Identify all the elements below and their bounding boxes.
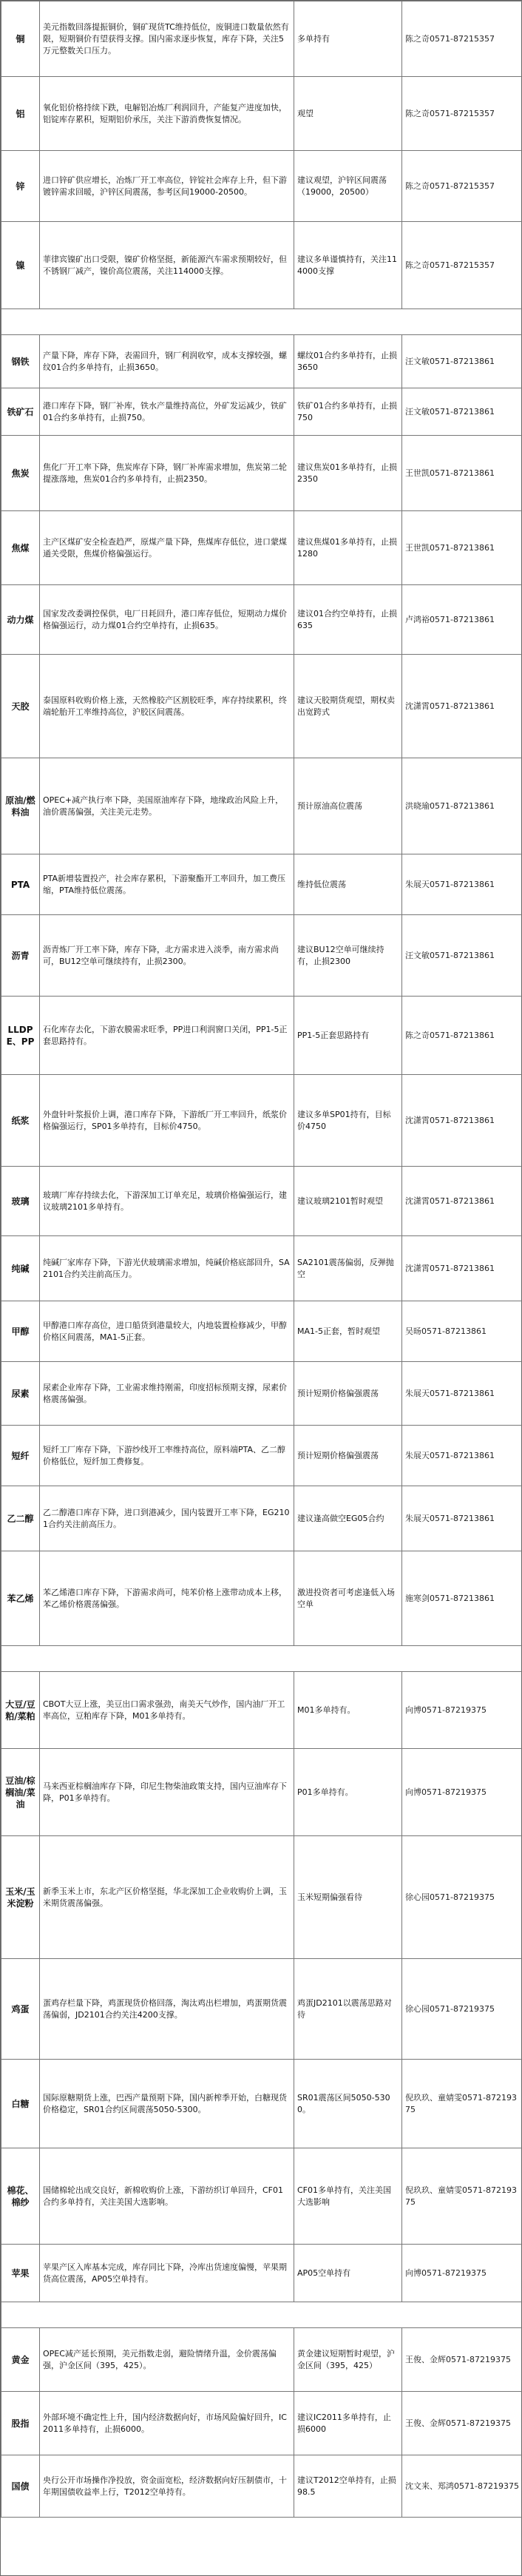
trade-strategy: 预计原油高位震荡 (294, 758, 402, 854)
trade-strategy: 建议01合约空单持有，止损635 (294, 585, 402, 655)
analyst-contact: 朱展天0571-87213861 (402, 1426, 522, 1486)
market-analysis: 进口锌矿供应增长，冶炼厂开工率高位，锌锭社会库存上升，但下游镀锌需求回暖，沪锌区间震荡，参考区间19000-20500。 (40, 151, 294, 222)
analyst-contact: 陈之奇0571-87213861 (402, 997, 522, 1075)
commodity-name: 铁矿石 (1, 388, 40, 436)
market-analysis: 主产区煤矿安全检查趋严，原煤产量下降，焦煤库存低位，进口蒙煤通关受限，焦煤价格偏强运行。 (40, 511, 294, 585)
commodity-name: 焦炭 (1, 436, 40, 511)
analyst-contact: 王俊、金辉0571-87219375 (402, 2392, 522, 2455)
commodity-name: 白糖 (1, 2060, 40, 2148)
analyst-contact: 倪玖玖、童婧雯0571-87219375 (402, 2148, 522, 2245)
trade-strategy: 建议多单SP01持有，目标价4750 (294, 1075, 402, 1167)
strategy-table (1, 1, 522, 2518)
market-analysis: 乙二醇港口库存下降，进口到港减少，国内装置开工率下降，EG2101合约关注前高压力。 (40, 1486, 294, 1551)
trade-strategy: 铁矿01合约多单持有，止损750 (294, 388, 402, 436)
analyst-contact: 汪文敏0571-87213861 (402, 915, 522, 997)
trade-strategy: 黄金建议短期暂时观望，沪金区间（395，425） (294, 2328, 402, 2392)
commodity-name: 天胶 (1, 655, 40, 758)
section-gap (1, 309, 522, 335)
analyst-contact: 向博0571-87219375 (402, 1672, 522, 1749)
market-analysis: 沥青炼厂开工率下降，库存下降，北方需求进入淡季，南方需求尚可，BU12空单可继续持有，止损2300。 (40, 915, 294, 997)
market-analysis: 马来西亚棕榈油库存下降，印尼生物柴油政策支持，国内豆油库存下降，P01多单持有。 (40, 1749, 294, 1836)
commodity-name: LLDPE、PP (1, 997, 40, 1075)
commodity-name: 动力煤 (1, 585, 40, 655)
market-analysis: 泰国原料收购价格上涨，天然橡胶产区割胶旺季，库存持续累积，终端轮胎开工率维持高位，沪胶区间震荡。 (40, 655, 294, 758)
market-analysis: 苹果产区入库基本完成，库存同比下降，冷库出货速度偏慢，苹果期货高位震荡，AP05空单持有。 (40, 2245, 294, 2302)
commodity-name: PTA (1, 854, 40, 915)
market-analysis: CBOT大豆上涨，美豆出口需求强劲，南美天气炒作，国内油厂开工率高位，豆粕库存下降，M01多单持有。 (40, 1672, 294, 1749)
table-row (1, 915, 522, 997)
trade-strategy: 建议焦煤01多单持有，止损1280 (294, 511, 402, 585)
trade-strategy: 螺纹01合约多单持有，止损3650 (294, 335, 402, 388)
trade-strategy: 建议观望，沪锌区间震荡（19000，20500） (294, 151, 402, 222)
table-row (1, 151, 522, 222)
market-analysis: 纯碱厂家库存下降，下游光伏玻璃需求增加，纯碱价格底部回升，SA2101合约关注前高压力。 (40, 1236, 294, 1301)
market-analysis: 焦化厂开工率下降，焦炭库存下降，钢厂补库需求增加，焦炭第二轮提涨落地，焦炭01合约多单持有，止损2350。 (40, 436, 294, 511)
analyst-contact: 卢鸿裕0571-87213861 (402, 585, 522, 655)
analyst-contact: 沈潇霄0571-87213861 (402, 1167, 522, 1236)
analyst-contact: 朱展天0571-87213861 (402, 854, 522, 915)
market-analysis: 菲律宾镍矿出口受限，镍矿价格坚挺，新能源汽车需求预期较好，但不锈钢厂减产，镍价高位震荡，关注114000支撑。 (40, 222, 294, 309)
analyst-contact: 徐心园0571-87219375 (402, 1959, 522, 2060)
trade-strategy: 玉米短期偏强看待 (294, 1836, 402, 1959)
analyst-contact: 陈之奇0571-87215357 (402, 77, 522, 151)
table-row (1, 1, 522, 77)
trade-strategy: 建议BU12空单可继续持有，止损2300 (294, 915, 402, 997)
market-analysis: PTA新增装置投产，社会库存累积，下游聚酯开工率回升，加工费压缩，PTA维持低位震荡。 (40, 854, 294, 915)
market-analysis: 蛋鸡存栏量下降，鸡蛋现货价格回落，淘汰鸡出栏增加，鸡蛋期货震荡偏弱，JD2101合约关注4200支撑。 (40, 1959, 294, 2060)
trade-strategy: 建议IC2011多单持有，止损6000 (294, 2392, 402, 2455)
trade-strategy: PP1-5正套思路持有 (294, 997, 402, 1075)
analyst-contact: 徐心园0571-87219375 (402, 1836, 522, 1959)
table-row (1, 1551, 522, 1646)
table-row (1, 222, 522, 309)
analyst-contact: 吴旸0571-87213861 (402, 1301, 522, 1362)
market-analysis: 产量下降，库存下降，表需回升，钢厂利润收窄，成本支撑较强，螺纹01合约多单持有，止损3650。 (40, 335, 294, 388)
table-row (1, 1836, 522, 1959)
commodity-name: 玻璃 (1, 1167, 40, 1236)
table-row (1, 1672, 522, 1749)
analyst-contact: 施寒剑0571-87213861 (402, 1551, 522, 1646)
table-row (1, 2328, 522, 2392)
commodity-name: 鸡蛋 (1, 1959, 40, 2060)
table-row (1, 1426, 522, 1486)
table-row (1, 511, 522, 585)
trade-strategy: 建议天胶期货观望，期权卖出宽跨式 (294, 655, 402, 758)
analyst-contact: 汪文敏0571-87213861 (402, 335, 522, 388)
commodity-name: 玉米/玉米淀粉 (1, 1836, 40, 1959)
market-analysis: 短纤工厂库存下降，下游纱线开工率维持高位，原料端PTA、乙二醇价格低位，短纤加工费修复。 (40, 1426, 294, 1486)
commodity-name: 镍 (1, 222, 40, 309)
market-analysis: 国家发改委调控保供，电厂日耗回升，港口库存低位，短期动力煤价格偏强运行，动力煤01合约空单持有，止损635。 (40, 585, 294, 655)
trade-strategy: 维持低位震荡 (294, 854, 402, 915)
commodity-name: 国债 (1, 2455, 40, 2518)
market-analysis: 玻璃厂库存持续去化，下游深加工订单充足，玻璃价格偏强运行，建议玻璃2101多单持有。 (40, 1167, 294, 1236)
market-analysis: 外部环境不确定性上升，国内经济数据向好，市场风险偏好回升，IC2011多单持有，止损6000。 (40, 2392, 294, 2455)
market-analysis: 石化库存去化，下游农膜需求旺季，PP进口利润窗口关闭，PP1-5正套思路持有。 (40, 997, 294, 1075)
analyst-contact: 沈潇霄0571-87213861 (402, 1075, 522, 1167)
table-row (1, 655, 522, 758)
trade-strategy: 建议逢高做空EG05合约 (294, 1486, 402, 1551)
commodity-name: 大豆/豆粕/菜粕 (1, 1672, 40, 1749)
analyst-contact: 向博0571-87219375 (402, 1749, 522, 1836)
analyst-contact: 倪玖玖、童婧雯0571-87219375 (402, 2060, 522, 2148)
table-row (1, 2455, 522, 2518)
trade-strategy: 鸡蛋JD2101以震荡思路对待 (294, 1959, 402, 2060)
trade-strategy: SR01震荡区间5050-5300。 (294, 2060, 402, 2148)
analyst-contact: 沈文来、郑鸿0571-87219375 (402, 2455, 522, 2518)
trade-strategy: 预计短期价格偏强震荡 (294, 1362, 402, 1426)
commodity-name: 原油/燃料油 (1, 758, 40, 854)
trade-strategy: SA2101震荡偏弱，反弹抛空 (294, 1236, 402, 1301)
market-analysis: 美元指数回落提振铜价，铜矿现货TC维持低位，废铜进口数量依然有限，短期铜价有望获得支撑。国内需求逐步恢复，库存下降，关注5万元整数关口压力。 (40, 1, 294, 77)
trade-strategy: M01多单持有。 (294, 1672, 402, 1749)
analyst-contact: 沈潇霄0571-87213861 (402, 655, 522, 758)
table-row (1, 335, 522, 388)
market-analysis: OPEC+减产执行率下降，美国原油库存下降，地缘政治风险上升，油价震荡偏强，关注美元走势。 (40, 758, 294, 854)
trade-strategy: 建议T2012空单持有，止损98.5 (294, 2455, 402, 2518)
commodity-name: 乙二醇 (1, 1486, 40, 1551)
market-analysis: 尿素企业库存下降，工业需求维持刚需，印度招标预期支撑，尿素价格震荡偏强。 (40, 1362, 294, 1426)
table-row (1, 77, 522, 151)
commodity-name: 尿素 (1, 1362, 40, 1426)
market-analysis: 苯乙烯港口库存下降，下游需求尚可，纯苯价格上涨带动成本上移，苯乙烯价格震荡偏强。 (40, 1551, 294, 1646)
table-row (1, 1959, 522, 2060)
commodity-name: 棉花、棉纱 (1, 2148, 40, 2245)
table-row (1, 758, 522, 854)
analyst-contact: 陈之奇0571-87215357 (402, 1, 522, 77)
analyst-contact: 汪文敏0571-87213861 (402, 388, 522, 436)
market-analysis: 国际原糖期货上涨，巴西产量预期下降，国内新榨季开始，白糖现货价格稳定，SR01合约区间震荡5050-5300。 (40, 2060, 294, 2148)
analyst-contact: 陈之奇0571-87215357 (402, 151, 522, 222)
commodity-name: 焦煤 (1, 511, 40, 585)
trade-strategy: 建议玻璃2101暂时观望 (294, 1167, 402, 1236)
commodity-name: 纸浆 (1, 1075, 40, 1167)
commodity-name: 甲醇 (1, 1301, 40, 1362)
trade-strategy: 多单持有 (294, 1, 402, 77)
trade-strategy: CF01多单持有，关注美国大选影响 (294, 2148, 402, 2245)
commodity-name: 股指 (1, 2392, 40, 2455)
market-analysis: 氧化铝价格持续下跌，电解铝冶炼厂利润回升，产能复产进度加快，铝锭库存累积，短期铝价承压，关注下游消费恢复情况。 (40, 77, 294, 151)
table-row (1, 2392, 522, 2455)
commodity-name: 黄金 (1, 2328, 40, 2392)
commodity-name: 锌 (1, 151, 40, 222)
table-row (1, 1486, 522, 1551)
table-row (1, 388, 522, 436)
commodity-name: 豆油/棕榈油/菜油 (1, 1749, 40, 1836)
table-row (1, 1167, 522, 1236)
market-analysis: 央行公开市场操作净投放，资金面宽松，经济数据向好压制债市，十年期国债收益率上行，T2012空单持有。 (40, 2455, 294, 2518)
table-row (1, 1075, 522, 1167)
commodity-name: 铜 (1, 1, 40, 77)
commodity-name: 苯乙烯 (1, 1551, 40, 1646)
trade-strategy: AP05空单持有 (294, 2245, 402, 2302)
commodity-name: 苹果 (1, 2245, 40, 2302)
table-row (1, 1301, 522, 1362)
analyst-contact: 向博0571-87219375 (402, 2245, 522, 2302)
commodity-name: 铝 (1, 77, 40, 151)
table-row (1, 997, 522, 1075)
table-row (1, 585, 522, 655)
analyst-contact: 朱展天0571-87213861 (402, 1486, 522, 1551)
table-row (1, 1362, 522, 1426)
trade-strategy: 建议焦炭01多单持有，止损2350 (294, 436, 402, 511)
trade-strategy: 观望 (294, 77, 402, 151)
table-row (1, 2060, 522, 2148)
market-analysis: 外盘针叶浆报价上调，港口库存下降，下游纸厂开工率回升，纸浆价格偏强运行，SP01多单持有，目标价4750。 (40, 1075, 294, 1167)
analyst-contact: 朱展天0571-87213861 (402, 1362, 522, 1426)
trade-strategy: MA1-5正套，暂时观望 (294, 1301, 402, 1362)
market-analysis: 甲醇港口库存高位，进口船货到港量较大，内地装置检修减少，甲醇价格区间震荡，MA1-5正套。 (40, 1301, 294, 1362)
trade-strategy: 预计短期价格偏强震荡 (294, 1426, 402, 1486)
market-analysis: 港口库存下降，钢厂补库，铁水产量维持高位，外矿发运减少，铁矿01合约多单持有，止损750。 (40, 388, 294, 436)
trade-strategy: 激进投资者可考虑逢低入场空单 (294, 1551, 402, 1646)
analyst-contact: 陈之奇0571-87215357 (402, 222, 522, 309)
table-row (1, 1749, 522, 1836)
section-gap (1, 2302, 522, 2328)
market-analysis: OPEC减产延长预期，美元指数走弱，避险情绪升温，金价震荡偏强，沪金区间（395，425）。 (40, 2328, 294, 2392)
commodity-name: 沥青 (1, 915, 40, 997)
analyst-contact: 沈潇霄0571-87213861 (402, 1236, 522, 1301)
trade-strategy: 建议多单谨慎持有，关注114000支撑 (294, 222, 402, 309)
commodity-name: 纯碱 (1, 1236, 40, 1301)
market-analysis: 国储棉轮出成交良好，新棉收购价上涨，下游纺织订单回升，CF01合约多单持有，关注美国大选影响。 (40, 2148, 294, 2245)
analyst-contact: 洪晓瑜0571-87213861 (402, 758, 522, 854)
table-row (1, 2148, 522, 2245)
table-row (1, 854, 522, 915)
analyst-contact: 王世凯0571-87213861 (402, 511, 522, 585)
table-row (1, 436, 522, 511)
trade-strategy: P01多单持有。 (294, 1749, 402, 1836)
analyst-contact: 王俊、金辉0571-87219375 (402, 2328, 522, 2392)
table-row (1, 2245, 522, 2302)
section-gap (1, 1646, 522, 1672)
commodity-name: 短纤 (1, 1426, 40, 1486)
analyst-contact: 王世凯0571-87213861 (402, 436, 522, 511)
commodity-name: 钢铁 (1, 335, 40, 388)
table-row (1, 1236, 522, 1301)
market-analysis: 新季玉米上市，东北产区价格坚挺，华北深加工企业收购价上调，玉米期货震荡偏强。 (40, 1836, 294, 1959)
